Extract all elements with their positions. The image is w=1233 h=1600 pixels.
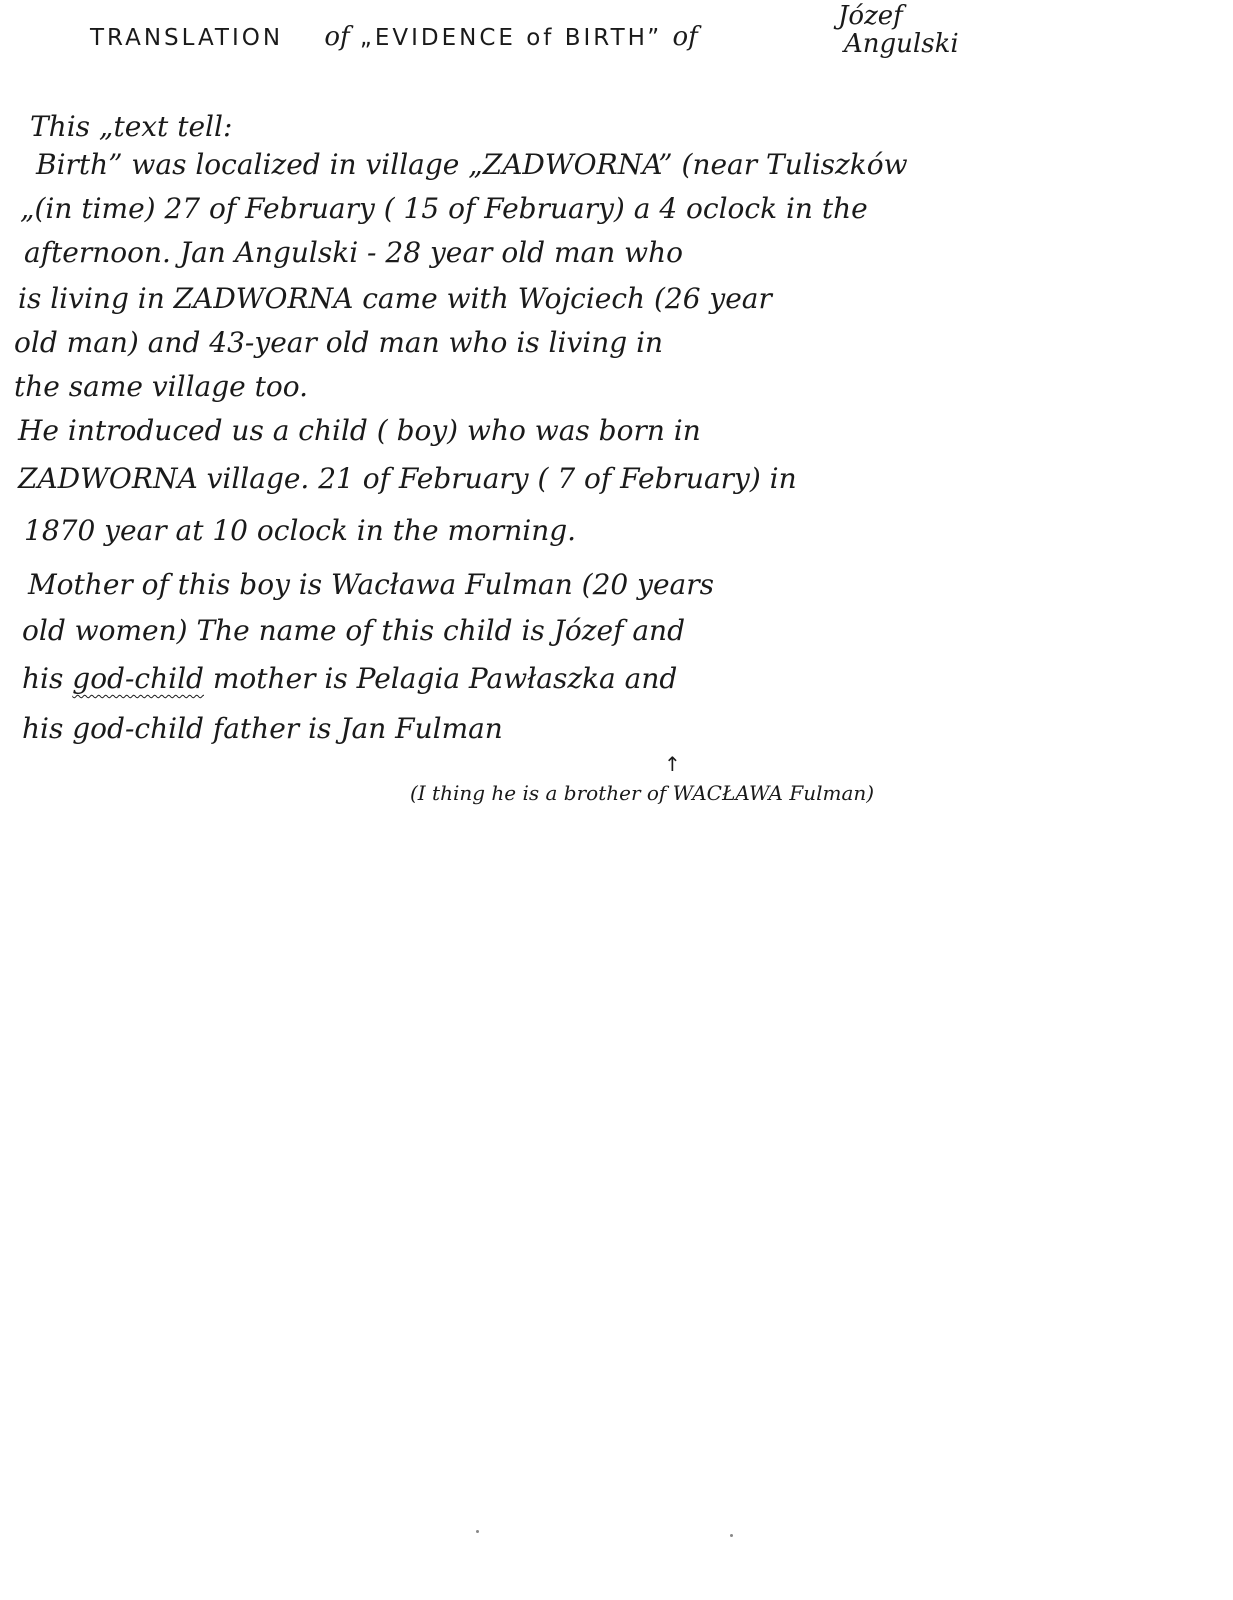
title-of-1: of xyxy=(324,22,350,52)
body-line-5: is living in ZADWORNA came with Wojciech (26 year xyxy=(18,282,772,315)
body-line-2: Birth” was localized in village „ZADWORNA” (near Tuliszków xyxy=(36,148,908,181)
insertion-caret-icon: ↑ xyxy=(664,752,681,776)
underlined-godchild: god-child xyxy=(72,662,204,695)
title-of-2: of xyxy=(672,22,698,52)
body-line-8: He introduced us a child ( boy) who was born in xyxy=(18,414,701,447)
body-line-12: old women) The name of this child is Józef and xyxy=(22,614,685,647)
line-13-end: mother is Pelagia Pawłaszka and xyxy=(203,662,678,695)
title-quoted: „EVIDENCE of BIRTH” xyxy=(359,25,663,51)
body-line-7: the same village too. xyxy=(14,370,308,403)
title-name xyxy=(838,2,959,58)
title-name-line2: Angulski xyxy=(844,29,959,59)
body-line-1: This „text tell: xyxy=(30,110,233,143)
title-prefix: TRANSLATION xyxy=(90,25,284,51)
body-line-13 xyxy=(22,662,677,696)
line-13-start: his xyxy=(22,662,73,695)
title-name-line1: Józef xyxy=(838,1,903,31)
scan-speck xyxy=(476,1530,479,1533)
body-line-10: 1870 year at 10 oclock in the morning. xyxy=(24,514,577,547)
body-line-6: old man) and 43-year old man who is living in xyxy=(14,326,664,359)
document-title xyxy=(90,22,698,52)
scan-speck xyxy=(730,1534,733,1537)
body-line-9: ZADWORNA village. 21 of February ( 7 of February) in xyxy=(18,462,797,495)
side-note: (I thing he is a brother of WACŁAWA Fulman) xyxy=(410,781,875,805)
body-line-11: Mother of this boy is Wacława Fulman (20 years xyxy=(28,568,714,601)
body-line-3: „(in time) 27 of February ( 15 of February) a 4 oclock in the xyxy=(20,192,868,225)
body-line-4: afternoon. Jan Angulski - 28 year old man who xyxy=(24,236,683,269)
body-line-14: his god-child father is Jan Fulman xyxy=(22,712,503,745)
